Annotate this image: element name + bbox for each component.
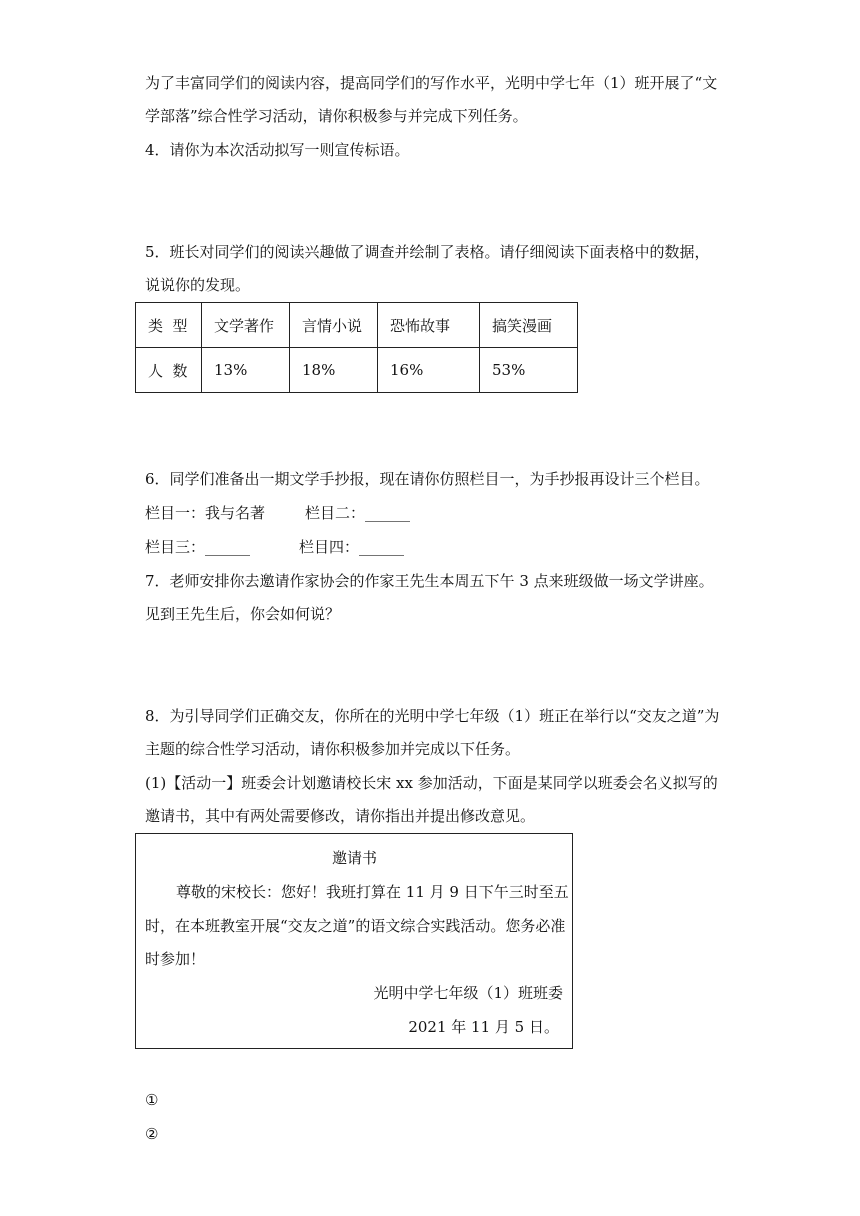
- column-4-blank: 栏目四：______: [299, 538, 405, 556]
- column-2-blank: 栏目二：______: [305, 504, 411, 522]
- question-8-line-2: 主题的综合性学习活动，请你积极参加并完成以下任务。: [145, 740, 521, 758]
- question-8-sub-1-line-2: 邀请书，其中有两处需要修改，请你指出并提出修改意见。: [145, 807, 536, 825]
- table-category: 言情小说: [290, 303, 378, 348]
- letter-body-line-1: 尊敬的宋校长：您好！我班打算在 11 月 9 日下午三时至五: [176, 883, 569, 901]
- letter-title: 邀请书: [332, 849, 378, 867]
- letter-body-line-3: 时参加！: [145, 950, 206, 968]
- invitation-letter-box: [135, 833, 573, 1049]
- table-row-label: 人 数: [136, 348, 202, 393]
- table-value: 16%: [378, 348, 480, 393]
- table-row: [136, 303, 578, 348]
- letter-date: 2021 年 11 月 5 日。: [408, 1018, 559, 1036]
- table-value: 18%: [290, 348, 378, 393]
- table-category: 恐怖故事: [378, 303, 480, 348]
- column-3-blank: 栏目三：______: [145, 538, 251, 556]
- question-5-line-2: 说说你的发现。: [145, 276, 251, 294]
- question-5-line-1: 5．班长对同学们的阅读兴趣做了调查并绘制了表格。请仔细阅读下面表格中的数据，: [145, 243, 710, 261]
- table-header-label: 类 型: [136, 303, 202, 348]
- question-6: 6．同学们准备出一期文学手抄报，现在请你仿照栏目一，为手抄报再设计三个栏目。: [145, 470, 710, 488]
- answer-slot-1: ①: [145, 1091, 159, 1109]
- table-value: 13%: [202, 348, 290, 393]
- table-value: 53%: [480, 348, 578, 393]
- letter-body-line-2: 时，在本班教室开展“交友之道”的语文综合实践活动。您务必准: [145, 917, 566, 935]
- question-8-sub-1-line-1: (1)【活动一】班委会计划邀请校长宋 xx 参加活动，下面是某同学以班委会名义拟写的: [145, 774, 718, 792]
- intro-line-1: 为了丰富同学们的阅读内容，提高同学们的写作水平，光明中学七年（1）班开展了“文: [145, 74, 718, 92]
- reading-interest-table: [135, 302, 578, 393]
- table-row: [136, 348, 578, 393]
- question-7-line-2: 见到王先生后，你会如何说？: [145, 605, 341, 623]
- question-7-line-1: 7．老师安排你去邀请作家协会的作家王先生本周五下午 3 点来班级做一场文学讲座。: [145, 572, 714, 590]
- answer-slot-2: ②: [145, 1125, 159, 1143]
- table-category: 文学著作: [202, 303, 290, 348]
- question-4: 4．请你为本次活动拟写一则宣传标语。: [145, 141, 410, 159]
- table-category: 搞笑漫画: [480, 303, 578, 348]
- question-8-line-1: 8．为引导同学们正确交友，你所在的光明中学七年级（1）班正在举行以“交友之道”为: [145, 707, 720, 725]
- column-1: 栏目一：我与名著: [145, 504, 266, 522]
- letter-signature: 光明中学七年级（1）班班委: [373, 984, 563, 1002]
- intro-line-2: 学部落”综合性学习活动，请你积极参与并完成下列任务。: [145, 107, 528, 125]
